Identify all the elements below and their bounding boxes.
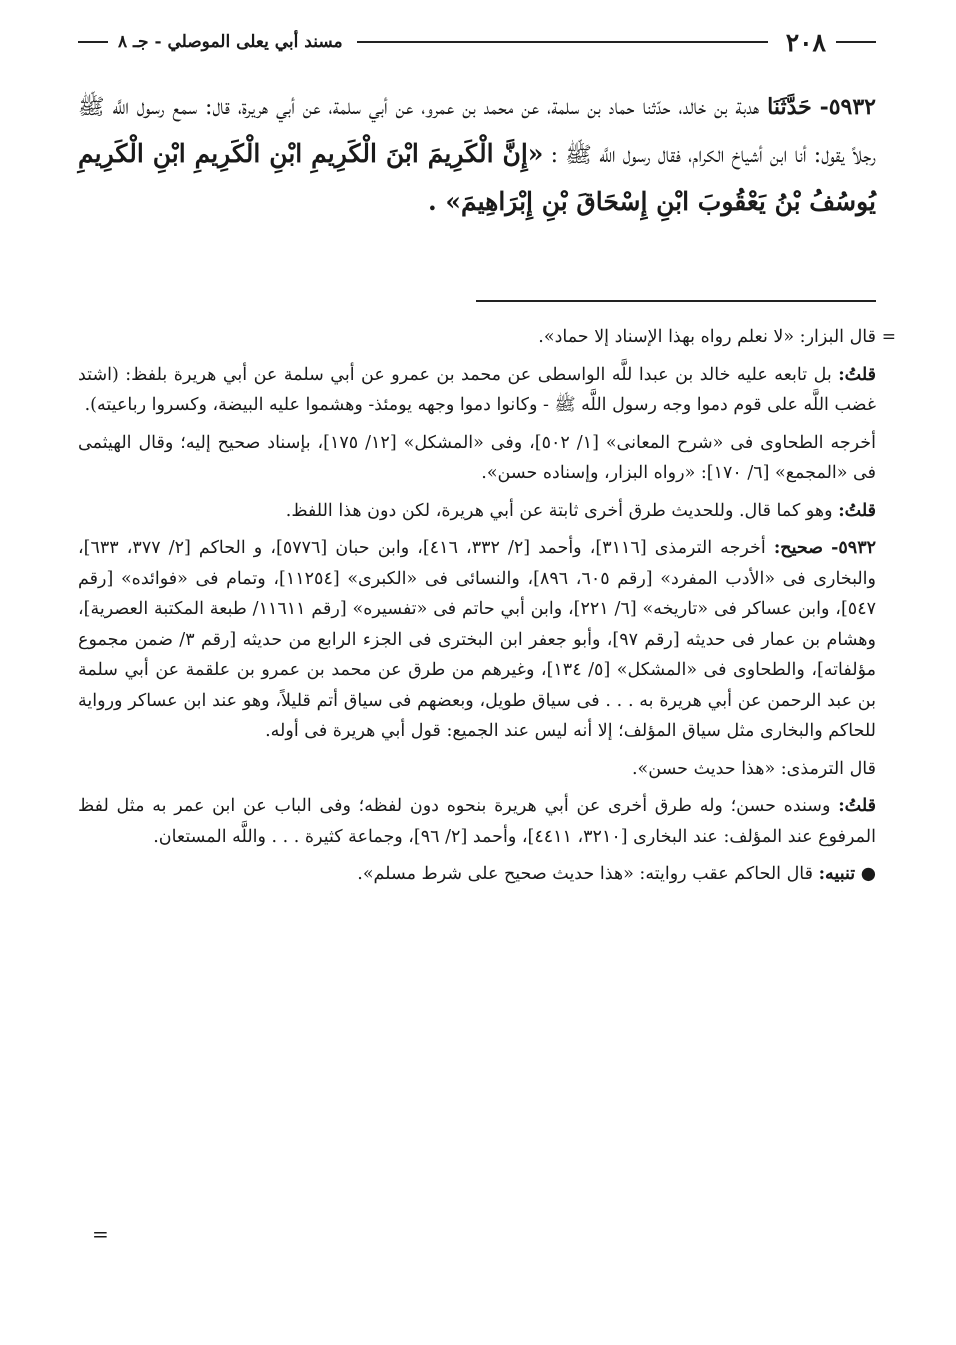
bazzar-text: قال البزار: «لا نعلم رواه بهذا الإسناد إلا حماد». (538, 327, 876, 347)
running-header (78, 24, 876, 60)
qultu-label: قلتُ: (838, 364, 876, 385)
header-dash-left (78, 41, 108, 43)
tanbih-text: قال الحاكم عقب روايته: «هذا حديث صحيح على شرط مسلم». (357, 864, 813, 884)
footnote-tanbih (78, 859, 876, 890)
footnote-qultu-3 (78, 791, 876, 852)
continuation-mark-end: = (92, 1222, 109, 1246)
footnotes (78, 322, 896, 897)
header-dash-right (836, 41, 876, 43)
bullet-icon: ● (860, 864, 876, 884)
footnote-separator (476, 300, 876, 302)
tanbih-label: تنبيه: (818, 864, 856, 884)
footnote-qultu-2 (78, 496, 876, 527)
footnote-tirmidhi (78, 754, 876, 785)
grade-number: ٥٩٣٢- (831, 538, 876, 558)
qultu-label: قلتُ: (838, 500, 876, 521)
hadith-matn: «إِنَّ الْكَرِيمَ ابْنَ الْكَرِيمِ ابْنِ الْكَرِيمِ ابْنِ الْكَرِيمِ يُوسُفُ بْنُ يَعْقُوبَ ابْنِ إِسْحَاقَ بْنِ إِبْرَاهِيمَ» . (78, 139, 876, 216)
hadith-lead: حَدَّثَنَا (767, 94, 812, 120)
tirmidhi-text: قال الترمذى: «هذا حديث حسن». (631, 758, 876, 779)
footnote-bazzar (78, 322, 896, 353)
book-title: مسند أبي يعلى الموصلي - جـ ٨ (118, 32, 343, 52)
hadith-isnad: هدبة بن خالد، حدّثنا حماد بن سلمة، عن محمد بن عمرو، عن أبي سلمة، عن أبي هريرة، قال: سمع رسول اللَّه ﷺ رجلاً يقول: أنا ابن أشياخ الكرام، فقال رسول اللَّه ﷺ : (78, 95, 877, 168)
grade-label: صحيح: (773, 538, 824, 558)
takhrij-text: أخرجه الطحاوى فى «شرح المعانى» [١/ ٥٠٢]، وفى «المشكل» [١٢/ ١٧٥]، بإسناد صحيح إليه؛ وقال الهيثمى فى «المجمع» [٦/ ١٧٠]: «رواه البزار، وإسناده حسن». (78, 432, 876, 483)
qultu-text: وسنده حسن؛ وله طرق أخرى عن أبي هريرة بنحوه دون لفظه؛ وفى الباب عن ابن عمر به مثل لفظ المرفوع عند المؤلف: عند البخارى [٣٢١٠، ٤٤١١]، وأحمد [٢/ ٩٦]، وجماعة كثيرة . . . واللَّه المستعان. (78, 796, 876, 847)
qultu-text: بل تابعه عليه خالد بن عبدا للَّه الواسطى عن محمد بن عمرو عن أبي سلمة عن أبي هريرة بلفظ: (اشتد غضب اللَّه على قوم دموا وجه رسول اللَّه ﷺ - وكانوا دموا وجهه يومئذ- وهشموا عليه البيضة، وكسروا رباعيته). (78, 364, 876, 415)
hadith-number: ٥٩٣٢- (819, 94, 876, 120)
header-rule (357, 41, 768, 43)
qultu-text: وهو كما قال. وللحديث طرق أخرى ثابتة عن أبي هريرة، لكن دون هذا اللفظ. (285, 500, 833, 521)
qultu-label: قلتُ: (838, 796, 876, 816)
grade-text: أخرجه الترمذى [٣١١٦]، وأحمد [٢/ ٣٣٢، ٤١٦]، وابن حبان [٥٧٧٦]، و الحاكم [٢/ ٣٧٧، ٦٣٣]، والبخارى فى «الأدب المفرد» [رقم ٦٠٥، ٨٩٦]، والنسائى فى «الكبرى» [١١٢٥٤]، وتمام فى «فوائده» [رقم ٥٤٧]، وابن عساكر فى «تاريخه» [٦/ ٢٢١]، وابن أبي حاتم فى «تفسيره» [رقم ١١٦١١/ طبعة المكتبة العصرية]، وهشام بن عمار فى حديثه [رقم ٩٧]، وأبو جعفر ابن البخترى فى الجزء الرابع من حديثه [رقم ٣/ ضمن مجموع مؤلفاته]، والطحاوى فى «المشكل» [٥/ ١٣٤]، وغيرهم من طرق عن محمد بن عمرو بن علقمة عن أبي سلمة بن عبد الرحمن عن أبي هريرة به . . . فى سياق طويل، وبعضهم فى سياق أتم قليلاً، وهو عند ابن عساكر ورواية للحاكم والبخارى مثل سياق المؤلف؛ إلا أنه ليس عند الجميع: قول أبي هريرة فى أوله. (78, 538, 876, 741)
footnote-qultu-1 (78, 360, 876, 421)
footnote-grade (78, 533, 876, 747)
page-number: ٢٠٨ (785, 27, 826, 57)
footnote-takhrij (78, 428, 876, 489)
hadith-block (78, 84, 876, 227)
hadith-paragraph (78, 84, 876, 227)
continuation-mark: = (881, 327, 896, 347)
